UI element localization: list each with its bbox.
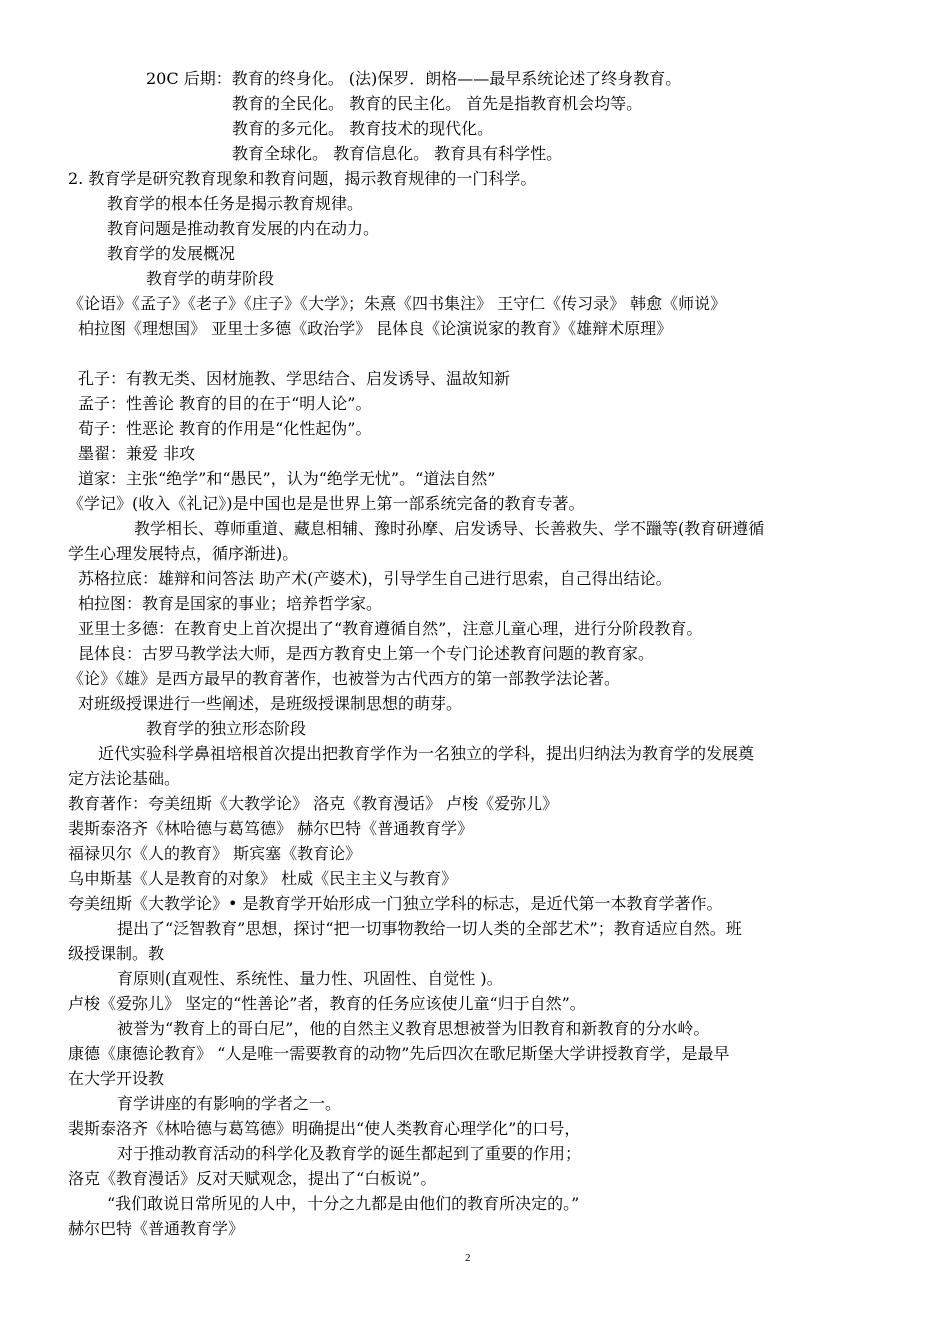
text-line: 孟子：性善论 教育的目的在于“明人论”。 <box>78 394 372 413</box>
text-line: 教学相长、尊师重道、藏息相辅、豫时孙摩、启发诱导、长善救失、学不躐等(教育研遵循 <box>134 519 765 538</box>
subheading: 教育学的独立形态阶段 <box>146 719 307 738</box>
text-line: 定方法论基础。 <box>68 769 181 788</box>
text-line: 教育的全民化。 教育的民主化。 首先是指教育机会均等。 <box>232 94 643 113</box>
page-number: 2 <box>465 1252 471 1264</box>
text-line: 墨翟：兼爱 非攻 <box>78 444 196 463</box>
text-line: 《学记》(收入《礼记》)是中国也是是世界上第一部系统完备的教育专著。 <box>68 494 585 513</box>
text-line: 提出了“泛智教育”思想，探讨“把一切事物教给一切人类的全部艺术”；教育适应自然。班 <box>117 919 742 938</box>
text-line: 学生心理发展特点，循序渐进)。 <box>68 544 299 563</box>
text-line: 柏拉图《理想国》 亚里士多德《政治学》 昆体良《论演说家的教育》《雄辩术原理》 <box>78 319 673 338</box>
text-line: 福禄贝尔《人的教育》 斯宾塞《教育论》 <box>68 844 362 863</box>
text-line: 被誉为“教育上的哥白尼”，他的自然主义教育思想被誉为旧教育和新教育的分水岭。 <box>117 1019 710 1038</box>
text-line: 育学讲座的有影响的学者之一。 <box>117 1094 342 1113</box>
subheading: 教育学的萌芽阶段 <box>146 269 275 288</box>
text-line: 亚里士多德：在教育史上首次提出了“教育遵循自然”，注意儿童心理，进行分阶段教育。 <box>78 619 703 638</box>
text-line: 近代实验科学鼻祖培根首次提出把教育学作为一名独立的学科，提出归纳法为教育学的发展奠 <box>98 744 755 763</box>
text-line: 卢梭《爱弥儿》 坚定的“性善论”者，教育的任务应该使儿童“归于自然”。 <box>68 994 586 1013</box>
text-line: 教育著作：夸美纽斯《大教学论》 洛克《教育漫话》 卢梭《爱弥儿》 <box>68 794 559 813</box>
text-line: 对班级授课进行一些阐述，是班级授课制思想的萌芽。 <box>78 694 463 713</box>
text-line: 乌申斯基《人是教育的对象》 杜威《民主主义与教育》 <box>68 869 458 888</box>
text-line: 在大学开设教 <box>68 1069 165 1088</box>
text-line: 教育全球化。 教育信息化。 教育具有科学性。 <box>232 144 563 163</box>
section-heading: 2. 教育学是研究教育现象和教育问题，揭示教育规律的一门科学。 <box>68 169 537 188</box>
text-line: 孔子：有教无类、因材施教、学思结合、启发诱导、温故知新 <box>78 369 511 388</box>
text-line: 对于推动教育活动的科学化及教育学的诞生都起到了重要的作用； <box>117 1144 582 1163</box>
text-line: 教育问题是推动教育发展的内在动力。 <box>107 219 380 238</box>
quote-line: “我们敢说日常所见的人中，十分之九都是由他们的教育所决定的。” <box>107 1194 580 1213</box>
text-line: 裴斯泰洛齐《林哈德与葛笃德》明确提出“使人类教育心理学化”的口号， <box>68 1119 581 1138</box>
text-line: 教育学的发展概况 <box>107 244 236 263</box>
text-line: 级授课制。教 <box>68 944 165 963</box>
text-line: 《论》《雄》是西方最早的教育著作，也被誉为古代西方的第一部教学法论著。 <box>68 669 621 688</box>
text-line: 康德《康德论教育》 “人是唯一需要教育的动物”先后四次在歌尼斯堡大学讲授教育学，是最早 <box>68 1044 730 1063</box>
text-line: 赫尔巴特《普通教育学》 <box>68 1219 245 1238</box>
text-line: 教育的多元化。 教育技术的现代化。 <box>232 119 494 138</box>
text-line: 《论语》《孟子》《老子》《庄子》《大学》；朱熹《四书集注》 王守仁《传习录》 韩愈《师说》 <box>68 294 727 313</box>
text-line: 洛克《教育漫话》反对天赋观念，提出了“白板说”。 <box>68 1169 437 1188</box>
text-line: 教育学的根本任务是揭示教育规律。 <box>107 194 364 213</box>
text-line: 昆体良：古罗马教学法大师，是西方教育史上第一个专门论述教育问题的教育家。 <box>78 644 655 663</box>
text-line: 苏格拉底：雄辩和问答法 助产术(产婆术)，引导学生自己进行思索，自己得出结论。 <box>78 569 672 588</box>
text-line: 20C 后期：教育的终身化。 (法)保罗．朗格——最早系统论述了终身教育。 <box>146 69 682 88</box>
text-line: 育原则(直观性、系统性、量力性、巩固性、自觉性 )。 <box>117 969 503 988</box>
text-line: 荀子：性恶论 教育的作用是“化性起伪”。 <box>78 419 372 438</box>
text-line: 道家：主张“绝学”和“愚民”，认为“绝学无忧”。“道法自然” <box>78 469 496 488</box>
text-line: 裴斯泰洛齐《林哈德与葛笃德》 赫尔巴特《普通教育学》 <box>68 819 474 838</box>
text-line: 柏拉图：教育是国家的事业；培养哲学家。 <box>78 594 383 613</box>
text-line: 夸美纽斯《大教学论》• 是教育学开始形成一门独立学科的标志，是近代第一本教育学著作。 <box>68 894 723 913</box>
